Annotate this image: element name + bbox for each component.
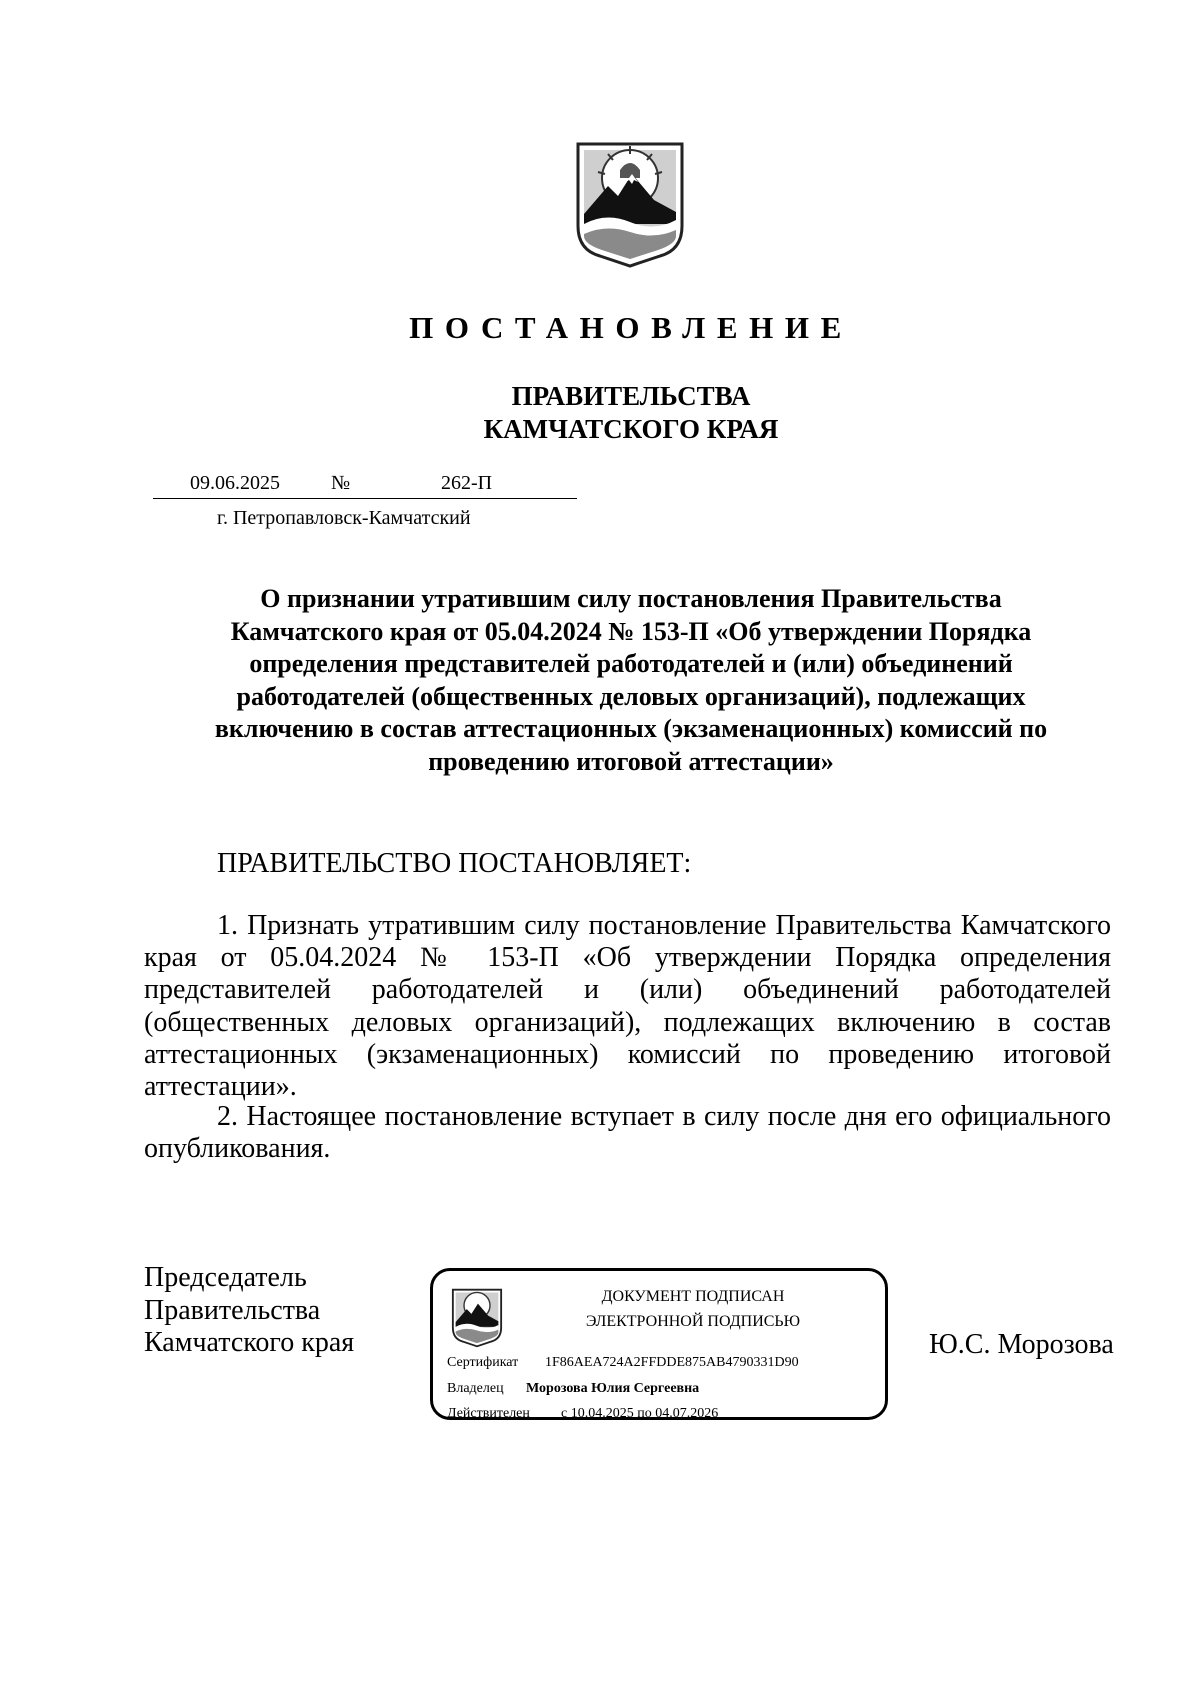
valid-to-date: 04.07.2026: [655, 1406, 719, 1421]
electronic-signature-stamp: [430, 1268, 888, 1420]
decree-phrase: ПРАВИТЕЛЬСТВО ПОСТАНОВЛЯЕТ:: [217, 848, 692, 879]
paragraph-line: (общественных деловых организаций), подлежащих включению в состав: [144, 1006, 1111, 1038]
document-number: 262-П: [441, 472, 493, 494]
paragraph-line: опубликования.: [144, 1133, 331, 1165]
paragraph-line: аттестации».: [144, 1071, 297, 1103]
paragraph-line: представителей работодателей и (или) объединений работодателей: [144, 974, 1111, 1006]
coat-of-arms-emblem: [574, 140, 686, 270]
owner-label: Владелец: [447, 1381, 504, 1396]
subject-line: включению в состав аттестационных (экзаменационных) комиссий по: [214, 714, 1048, 743]
document-type-title: ПОСТАНОВЛЕНИЕ: [409, 310, 853, 345]
subject-line: работодателей (общественных деловых организаций), подлежащих: [236, 681, 1026, 711]
date-number-line: [153, 472, 577, 499]
valid-from-prefix: с: [561, 1406, 568, 1421]
valid-label: Действителен: [447, 1406, 530, 1421]
signer-title-line: Камчатского края: [144, 1327, 355, 1358]
paragraph-line: 2. Настоящее постановление вступает в силу после дня его официального: [217, 1101, 1111, 1132]
stamp-emblem-icon: [451, 1287, 503, 1349]
subject-line: проведению итоговой аттестации»: [428, 746, 834, 776]
city: г. Петропавловск-Камчатский: [217, 507, 471, 529]
issuer-line-1: ПРАВИТЕЛЬСТВА: [511, 381, 751, 411]
subject-line: О признании утратившим силу постановления Правительства: [260, 584, 1002, 613]
stamp-header-line-2: ЭЛЕКТРОННОЙ ПОДПИСЬЮ: [585, 1313, 801, 1330]
certificate-row: [447, 1355, 799, 1371]
paragraph-1: [144, 910, 1111, 1103]
issuer-line-2: КАМЧАТСКОГО КРАЯ: [483, 414, 779, 444]
paragraph-line: края от 05.04.2024 № 153-П «Об утверждении Порядка определения: [144, 942, 1111, 974]
signer-title: [144, 1262, 354, 1360]
valid-to-prefix: по: [637, 1406, 652, 1421]
signer-title-line: Правительства: [144, 1294, 321, 1326]
signer-name: Ю.С. Морозова: [929, 1329, 1114, 1360]
certificate-value: 1F86AEA724A2FFDDE875AB4790331D90: [545, 1355, 799, 1370]
stamp-header-line-1: ДОКУМЕНТ ПОДПИСАН: [601, 1288, 785, 1305]
paragraph-2: [144, 1101, 1111, 1165]
paragraph-line: аттестационных (экзаменационных) комиссий по проведению итоговой: [144, 1038, 1111, 1070]
validity-row: [447, 1406, 718, 1422]
document-subject: [150, 583, 1112, 778]
subject-line: определения представителей работодателей и (или) объединений: [249, 649, 1013, 678]
owner-row: [447, 1381, 699, 1397]
owner-value: Морозова Юлия Сергеевна: [526, 1381, 700, 1396]
certificate-label: Сертификат: [447, 1355, 519, 1370]
signer-title-line: Председатель: [144, 1262, 307, 1293]
document-date: 09.06.2025: [190, 472, 280, 494]
paragraph-line: 1. Признать утратившим силу постановление Правительства Камчатского: [217, 910, 1111, 941]
valid-from-date: 10.04.2025: [570, 1406, 634, 1421]
number-sign: №: [331, 472, 351, 494]
subject-line: Камчатского края от 05.04.2024 № 153-П «Об утверждении Порядка: [230, 616, 1032, 646]
